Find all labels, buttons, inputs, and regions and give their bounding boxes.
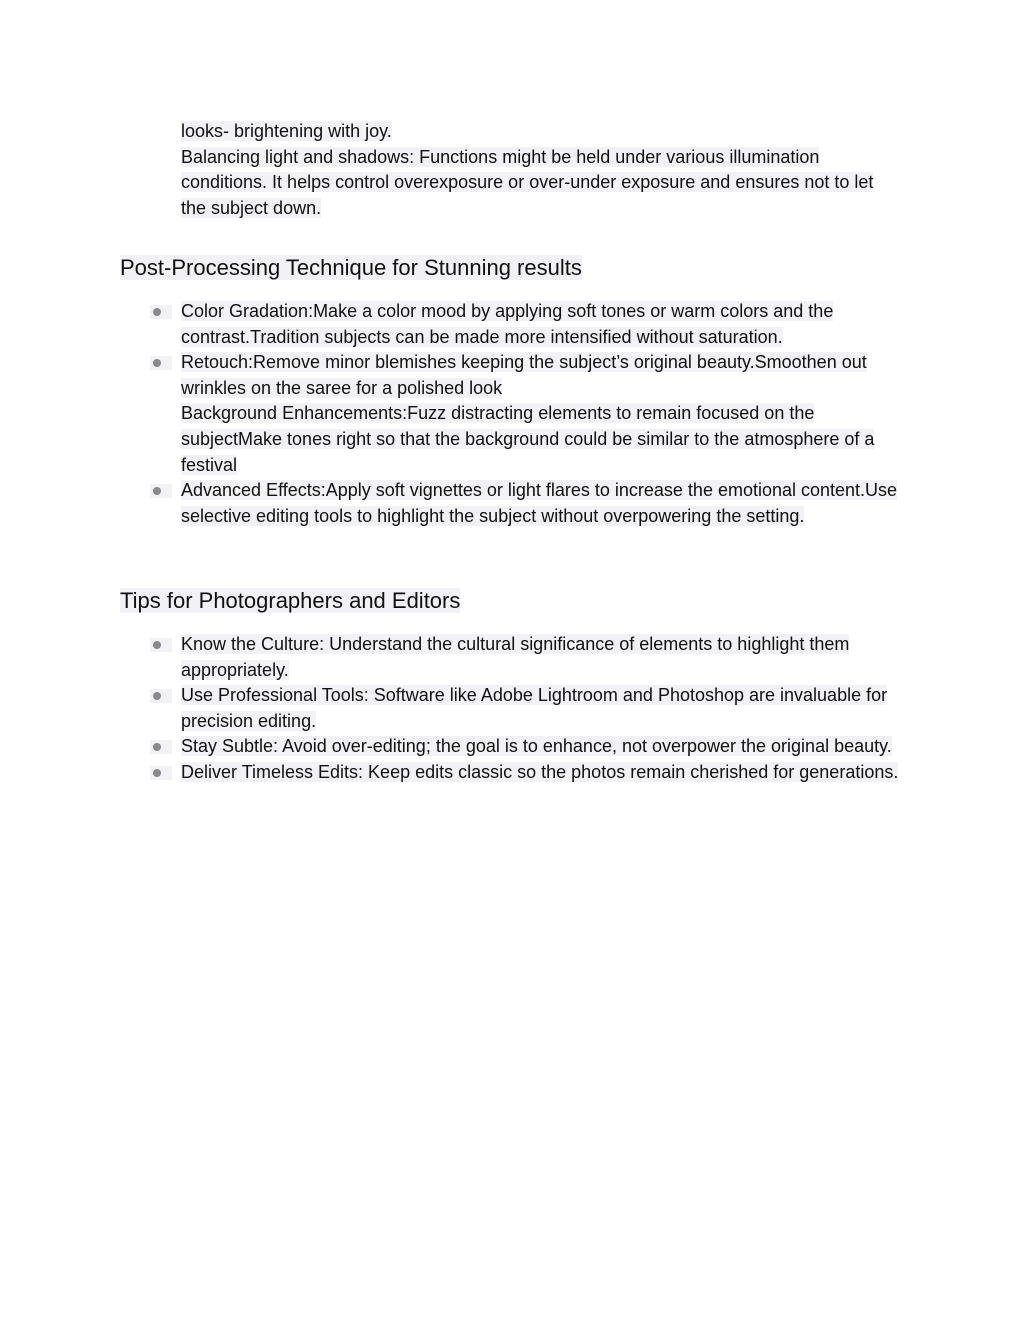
bullet-icon	[150, 766, 172, 780]
list-item	[0, 478, 901, 529]
list-item	[0, 734, 901, 760]
list-item-text: Know the Culture: Understand the cultural significance of elements to highlight them appropriately.	[181, 634, 850, 680]
section-heading-tips: Tips for Photographers and Editors	[120, 588, 461, 613]
post-processing-list	[0, 299, 1024, 529]
intro-line: looks- brightening with joy.	[181, 121, 392, 141]
list-item-text: Stay Subtle: Avoid over-editing; the goal is to enhance, not overpower the original beauty.	[181, 736, 892, 757]
list-item-text: Retouch:Remove minor blemishes keeping the subject’s original beauty.Smoothen out wrinkles on the saree for a polished look	[181, 352, 867, 398]
section-heading-post-processing: Post-Processing Technique for Stunning results	[120, 255, 582, 280]
list-item-subparagraph: Background Enhancements:Fuzz distracting elements to remain focused on the subjectMake tones right so that the background could be similar to the atmosphere of a festival	[181, 403, 875, 475]
bullet-icon	[150, 740, 172, 754]
bullet-icon	[150, 689, 172, 703]
list-item-text: Color Gradation:Make a color mood by applying soft tones or warm colors and the contrast.Tradition subjects can be made more intensified without saturation.	[181, 301, 834, 347]
bullet-icon	[150, 638, 172, 652]
bullet-icon	[150, 305, 172, 319]
intro-paragraph	[181, 119, 901, 221]
list-item	[0, 632, 901, 683]
tips-list	[0, 632, 1024, 786]
list-item	[0, 760, 901, 786]
list-item-text: Deliver Timeless Edits: Keep edits classic so the photos remain cherished for generations.	[181, 761, 899, 782]
list-item	[0, 350, 901, 478]
list-item	[0, 299, 901, 350]
list-item-text: Use Professional Tools: Software like Adobe Lightroom and Photoshop are invaluable for precision editing.	[181, 685, 888, 731]
bullet-icon	[150, 484, 172, 498]
bullet-icon	[150, 356, 172, 370]
list-item-text: Advanced Effects:Apply soft vignettes or light flares to increase the emotional content.Use selective editing tools to highlight the subject without overpowering the setting.	[181, 480, 898, 526]
balancing-paragraph: Balancing light and shadows: Functions might be held under various illumination conditions. It helps control overexposure or over-under exposure and ensures not to let the subject down.	[181, 146, 874, 218]
list-item	[0, 683, 901, 734]
